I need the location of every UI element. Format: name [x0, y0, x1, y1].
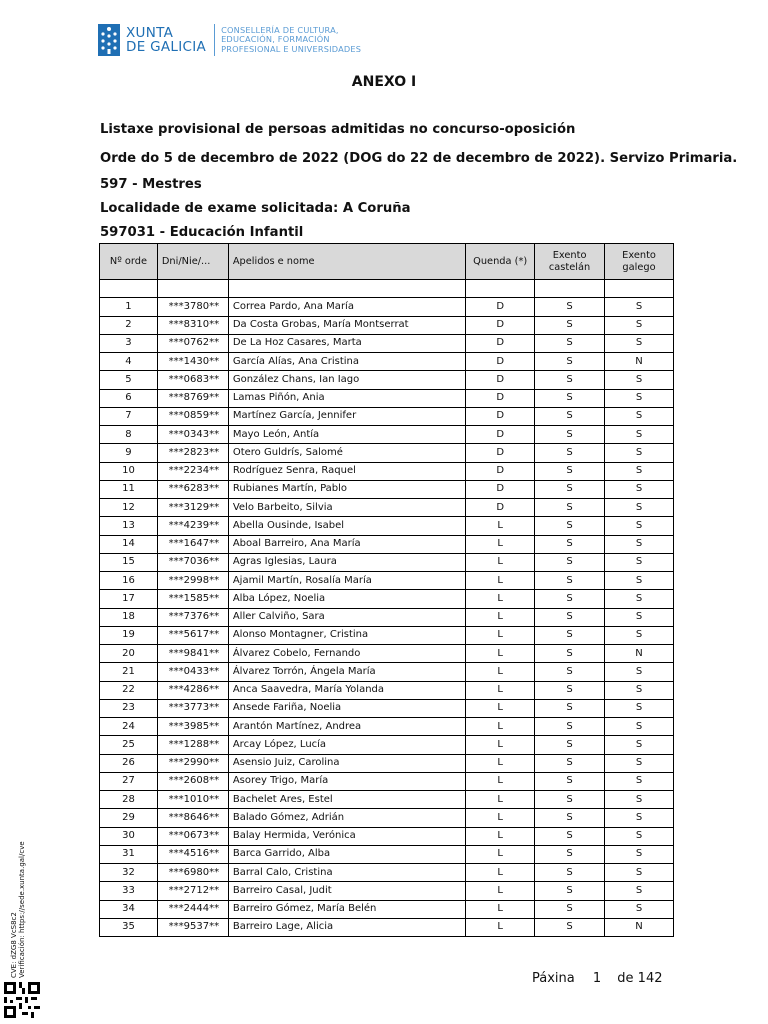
table-row: [100, 882, 674, 900]
row-quenda: L: [466, 736, 535, 754]
row-quenda: L: [466, 535, 535, 553]
row-quenda: L: [466, 791, 535, 809]
row-dni: ***1430**: [157, 353, 228, 371]
row-name: Barreiro Lage, Alicia: [228, 918, 465, 936]
row-quenda: D: [466, 426, 535, 444]
row-exento-castelan: S: [535, 444, 605, 462]
row-name: Asorey Trigo, María: [228, 772, 465, 790]
table-row: [100, 626, 674, 644]
table-row: [100, 407, 674, 425]
row-quenda: D: [466, 371, 535, 389]
locality-line: Localidade de exame solicitada: A Coruña: [100, 201, 411, 216]
row-num: 32: [100, 864, 158, 882]
table-row: [100, 316, 674, 334]
row-exento-galego: S: [605, 718, 674, 736]
row-name: Balado Gómez, Adrián: [228, 809, 465, 827]
row-quenda: D: [466, 389, 535, 407]
row-quenda: L: [466, 626, 535, 644]
row-num: 28: [100, 791, 158, 809]
table-row: [100, 772, 674, 790]
row-quenda: L: [466, 772, 535, 790]
header-quenda: Quenda (*): [466, 244, 535, 280]
row-quenda: L: [466, 699, 535, 717]
row-quenda: D: [466, 480, 535, 498]
row-quenda: D: [466, 462, 535, 480]
table-row: [100, 699, 674, 717]
row-dni: ***2712**: [157, 882, 228, 900]
row-num: 23: [100, 699, 158, 717]
table-row: [100, 864, 674, 882]
header-exento-castelan-line-1: Exento: [552, 249, 587, 261]
table-row: [100, 426, 674, 444]
row-quenda: L: [466, 827, 535, 845]
row-name: Álvarez Cobelo, Fernando: [228, 645, 465, 663]
table-row: [100, 809, 674, 827]
row-name: García Alías, Ana Cristina: [228, 353, 465, 371]
row-num: 18: [100, 608, 158, 626]
row-quenda: L: [466, 845, 535, 863]
table-row: [100, 754, 674, 772]
row-num: 21: [100, 663, 158, 681]
row-exento-castelan: S: [535, 736, 605, 754]
logo-divider: [214, 24, 215, 56]
row-name: Arantón Martínez, Andrea: [228, 718, 465, 736]
row-num: 20: [100, 645, 158, 663]
row-dni: ***6980**: [157, 864, 228, 882]
row-dni: ***3129**: [157, 499, 228, 517]
row-exento-galego: S: [605, 809, 674, 827]
row-name: Rubianes Martín, Pablo: [228, 480, 465, 498]
row-num: 17: [100, 590, 158, 608]
row-num: 4: [100, 353, 158, 371]
row-num: 7: [100, 407, 158, 425]
row-exento-castelan: S: [535, 389, 605, 407]
row-num: 19: [100, 626, 158, 644]
table-row: [100, 918, 674, 936]
row-exento-castelan: S: [535, 864, 605, 882]
row-name: Barca Garrido, Alba: [228, 845, 465, 863]
page-footer: [532, 971, 663, 986]
table-header-row: [100, 244, 674, 280]
row-dni: ***9841**: [157, 645, 228, 663]
row-exento-castelan: S: [535, 553, 605, 571]
xunta-crest-icon: [98, 24, 120, 56]
row-name: Lamas Piñón, Ania: [228, 389, 465, 407]
row-exento-galego: S: [605, 882, 674, 900]
row-dni: ***1647**: [157, 535, 228, 553]
table-row: [100, 389, 674, 407]
row-quenda: D: [466, 316, 535, 334]
xunta-wordmark: [126, 26, 206, 54]
row-exento-castelan: S: [535, 809, 605, 827]
header-exento-castelan-line-2: castelán: [548, 261, 591, 273]
verification-url: Verificación: https://sede.xunta.gal/cve: [18, 841, 26, 978]
row-quenda: L: [466, 882, 535, 900]
row-num: 2: [100, 316, 158, 334]
row-dni: ***2444**: [157, 900, 228, 918]
row-exento-galego: S: [605, 480, 674, 498]
row-exento-galego: S: [605, 462, 674, 480]
row-dni: ***0859**: [157, 407, 228, 425]
row-name: Alonso Montagner, Cristina: [228, 626, 465, 644]
row-exento-castelan: S: [535, 772, 605, 790]
row-dni: ***3780**: [157, 298, 228, 316]
row-exento-castelan: S: [535, 353, 605, 371]
row-exento-castelan: S: [535, 663, 605, 681]
row-num: 25: [100, 736, 158, 754]
row-exento-galego: S: [605, 444, 674, 462]
row-exento-castelan: S: [535, 626, 605, 644]
cve-code: CVE: dZG8 VcS8c2: [10, 912, 18, 978]
row-dni: ***0762**: [157, 334, 228, 352]
dept-line-2: EDUCACIÓN, FORMACIÓN: [221, 34, 330, 45]
row-name: Barreiro Gómez, María Belén: [228, 900, 465, 918]
row-dni: ***1585**: [157, 590, 228, 608]
row-exento-galego: S: [605, 371, 674, 389]
row-name: Alba López, Noelia: [228, 590, 465, 608]
row-exento-galego: S: [605, 407, 674, 425]
row-num: 1: [100, 298, 158, 316]
row-exento-galego: N: [605, 645, 674, 663]
row-name: Aller Calviño, Sara: [228, 608, 465, 626]
row-quenda: L: [466, 900, 535, 918]
row-quenda: D: [466, 353, 535, 371]
row-num: 6: [100, 389, 158, 407]
row-exento-castelan: S: [535, 791, 605, 809]
row-dni: ***7376**: [157, 608, 228, 626]
table-row: [100, 827, 674, 845]
row-quenda: L: [466, 918, 535, 936]
row-exento-galego: N: [605, 353, 674, 371]
row-exento-castelan: S: [535, 426, 605, 444]
row-name: Mayo León, Antía: [228, 426, 465, 444]
row-exento-castelan: S: [535, 608, 605, 626]
row-num: 14: [100, 535, 158, 553]
row-exento-castelan: S: [535, 517, 605, 535]
row-exento-galego: S: [605, 608, 674, 626]
qr-code-icon: [4, 982, 40, 1018]
row-dni: ***0673**: [157, 827, 228, 845]
header-exento-castelan: [535, 244, 605, 280]
row-num: 11: [100, 480, 158, 498]
table-row: [100, 900, 674, 918]
row-quenda: L: [466, 572, 535, 590]
row-quenda: L: [466, 645, 535, 663]
page-total: de 142: [617, 971, 663, 986]
row-dni: ***9537**: [157, 918, 228, 936]
table-row: [100, 480, 674, 498]
row-exento-castelan: S: [535, 845, 605, 863]
row-exento-galego: S: [605, 626, 674, 644]
row-num: 12: [100, 499, 158, 517]
dept-line-3: PROFESIONAL E UNIVERSIDADES: [221, 43, 362, 54]
row-quenda: L: [466, 517, 535, 535]
row-exento-galego: S: [605, 864, 674, 882]
row-num: 22: [100, 681, 158, 699]
row-exento-galego: S: [605, 334, 674, 352]
table-row: [100, 444, 674, 462]
body-line: 597 - Mestres: [100, 177, 202, 192]
row-exento-galego: S: [605, 791, 674, 809]
annex-title: ANEXO I: [351, 74, 417, 90]
row-quenda: L: [466, 809, 535, 827]
row-exento-galego: S: [605, 298, 674, 316]
row-exento-galego: S: [605, 827, 674, 845]
row-dni: ***3773**: [157, 699, 228, 717]
row-dni: ***5617**: [157, 626, 228, 644]
row-name: Velo Barbeito, Silvia: [228, 499, 465, 517]
logo-line-1: XUNTA: [126, 25, 174, 41]
row-num: 26: [100, 754, 158, 772]
row-quenda: D: [466, 444, 535, 462]
header-exento-galego-line-1: Exento: [622, 249, 656, 261]
table-row: [100, 462, 674, 480]
row-dni: ***2998**: [157, 572, 228, 590]
row-name: Martínez García, Jennifer: [228, 407, 465, 425]
row-num: 30: [100, 827, 158, 845]
row-num: 24: [100, 718, 158, 736]
row-dni: ***4516**: [157, 845, 228, 863]
table-row: [100, 791, 674, 809]
row-exento-galego: S: [605, 736, 674, 754]
department-name: [221, 26, 361, 54]
table-row: [100, 371, 674, 389]
row-dni: ***8646**: [157, 809, 228, 827]
header-exento-galego-line-2: galego: [622, 261, 656, 273]
row-dni: ***7036**: [157, 553, 228, 571]
row-quenda: D: [466, 334, 535, 352]
row-dni: ***2990**: [157, 754, 228, 772]
row-name: Asensio Juiz, Carolina: [228, 754, 465, 772]
row-exento-castelan: S: [535, 918, 605, 936]
row-dni: ***4239**: [157, 517, 228, 535]
row-exento-castelan: S: [535, 462, 605, 480]
row-exento-castelan: S: [535, 499, 605, 517]
row-exento-castelan: S: [535, 882, 605, 900]
table-row: [100, 334, 674, 352]
page-number: 1: [592, 971, 602, 986]
row-quenda: D: [466, 298, 535, 316]
row-quenda: L: [466, 663, 535, 681]
row-exento-galego: S: [605, 900, 674, 918]
table-row: [100, 517, 674, 535]
row-dni: ***6283**: [157, 480, 228, 498]
row-exento-castelan: S: [535, 480, 605, 498]
table-row: [100, 553, 674, 571]
row-exento-castelan: S: [535, 371, 605, 389]
row-exento-galego: S: [605, 681, 674, 699]
row-name: Aboal Barreiro, Ana María: [228, 535, 465, 553]
row-exento-galego: S: [605, 572, 674, 590]
row-exento-castelan: S: [535, 535, 605, 553]
row-quenda: L: [466, 608, 535, 626]
row-num: 33: [100, 882, 158, 900]
table-row: [100, 298, 674, 316]
header-num: Nº orde: [100, 244, 158, 280]
table-row: [100, 353, 674, 371]
row-name: Barreiro Casal, Judit: [228, 882, 465, 900]
row-num: 13: [100, 517, 158, 535]
row-exento-galego: S: [605, 517, 674, 535]
row-dni: ***2823**: [157, 444, 228, 462]
table-row: [100, 608, 674, 626]
row-dni: ***8310**: [157, 316, 228, 334]
row-num: 34: [100, 900, 158, 918]
table-row: [100, 718, 674, 736]
row-num: 15: [100, 553, 158, 571]
row-exento-galego: S: [605, 426, 674, 444]
row-quenda: D: [466, 499, 535, 517]
row-exento-castelan: S: [535, 900, 605, 918]
row-dni: ***3985**: [157, 718, 228, 736]
header-dni: Dni/Nie/...: [157, 244, 228, 280]
table-row: [100, 663, 674, 681]
row-name: Rodríguez Senra, Raquel: [228, 462, 465, 480]
row-num: 8: [100, 426, 158, 444]
row-name: Balay Hermida, Verónica: [228, 827, 465, 845]
row-quenda: L: [466, 681, 535, 699]
row-name: Ansede Fariña, Noelia: [228, 699, 465, 717]
row-exento-castelan: S: [535, 572, 605, 590]
row-dni: ***0343**: [157, 426, 228, 444]
row-name: Barral Calo, Cristina: [228, 864, 465, 882]
row-name: Bachelet Ares, Estel: [228, 791, 465, 809]
row-exento-galego: S: [605, 699, 674, 717]
row-name: De La Hoz Casares, Marta: [228, 334, 465, 352]
row-name: Da Costa Grobas, María Montserrat: [228, 316, 465, 334]
row-dni: ***2234**: [157, 462, 228, 480]
row-exento-galego: S: [605, 553, 674, 571]
table-row: [100, 572, 674, 590]
row-exento-castelan: S: [535, 827, 605, 845]
page-label: Páxina: [532, 971, 575, 986]
table-row: [100, 845, 674, 863]
row-quenda: D: [466, 407, 535, 425]
list-subtitle: Listaxe provisional de persoas admitidas no concurso-oposición: [100, 122, 576, 137]
row-exento-galego: N: [605, 918, 674, 936]
row-name: Arcay López, Lucía: [228, 736, 465, 754]
row-num: 5: [100, 371, 158, 389]
row-exento-galego: S: [605, 535, 674, 553]
row-exento-galego: S: [605, 389, 674, 407]
table-spacer: [100, 280, 674, 298]
row-name: Ajamil Martín, Rosalía María: [228, 572, 465, 590]
dept-line-1: CONSELLERÍA DE CULTURA,: [221, 24, 339, 35]
row-exento-castelan: S: [535, 407, 605, 425]
row-dni: ***4286**: [157, 681, 228, 699]
table-row: [100, 535, 674, 553]
admitted-list-table: [99, 243, 674, 937]
row-exento-castelan: S: [535, 334, 605, 352]
row-exento-galego: S: [605, 772, 674, 790]
row-exento-castelan: S: [535, 298, 605, 316]
row-dni: ***2608**: [157, 772, 228, 790]
row-name: Correa Pardo, Ana María: [228, 298, 465, 316]
row-name: González Chans, Ian Iago: [228, 371, 465, 389]
row-num: 27: [100, 772, 158, 790]
row-exento-galego: S: [605, 754, 674, 772]
row-quenda: L: [466, 864, 535, 882]
verification-note: [10, 841, 26, 978]
row-quenda: L: [466, 718, 535, 736]
row-exento-galego: S: [605, 845, 674, 863]
row-name: Anca Saavedra, María Yolanda: [228, 681, 465, 699]
row-dni: ***1010**: [157, 791, 228, 809]
row-exento-galego: S: [605, 499, 674, 517]
row-num: 9: [100, 444, 158, 462]
table-row: [100, 681, 674, 699]
xunta-header: [98, 22, 361, 58]
specialty-line: 597031 - Educación Infantil: [100, 225, 304, 240]
row-num: 10: [100, 462, 158, 480]
logo-line-2: DE GALICIA: [126, 39, 207, 55]
row-dni: ***0433**: [157, 663, 228, 681]
row-exento-castelan: S: [535, 754, 605, 772]
row-num: 3: [100, 334, 158, 352]
row-dni: ***1288**: [157, 736, 228, 754]
table-row: [100, 499, 674, 517]
order-line: Orde do 5 de decembro de 2022 (DOG do 22 de decembro de 2022). Servizo Primaria.: [100, 151, 738, 166]
row-exento-galego: S: [605, 316, 674, 334]
row-dni: ***0683**: [157, 371, 228, 389]
row-num: 16: [100, 572, 158, 590]
row-exento-castelan: S: [535, 590, 605, 608]
row-quenda: L: [466, 754, 535, 772]
row-name: Otero Guldrís, Salomé: [228, 444, 465, 462]
row-exento-castelan: S: [535, 681, 605, 699]
row-num: 35: [100, 918, 158, 936]
row-exento-castelan: S: [535, 316, 605, 334]
table-row: [100, 736, 674, 754]
row-quenda: L: [466, 590, 535, 608]
table-row: [100, 645, 674, 663]
row-name: Abella Ousinde, Isabel: [228, 517, 465, 535]
row-exento-castelan: S: [535, 645, 605, 663]
row-name: Agras Iglesias, Laura: [228, 553, 465, 571]
row-name: Álvarez Torrón, Ángela María: [228, 663, 465, 681]
row-dni: ***8769**: [157, 389, 228, 407]
header-exento-galego: [605, 244, 674, 280]
table-row: [100, 590, 674, 608]
row-exento-castelan: S: [535, 699, 605, 717]
row-exento-castelan: S: [535, 718, 605, 736]
row-quenda: L: [466, 553, 535, 571]
row-num: 31: [100, 845, 158, 863]
header-name: Apelidos e nome: [228, 244, 465, 280]
row-exento-galego: S: [605, 590, 674, 608]
row-num: 29: [100, 809, 158, 827]
row-exento-galego: S: [605, 663, 674, 681]
